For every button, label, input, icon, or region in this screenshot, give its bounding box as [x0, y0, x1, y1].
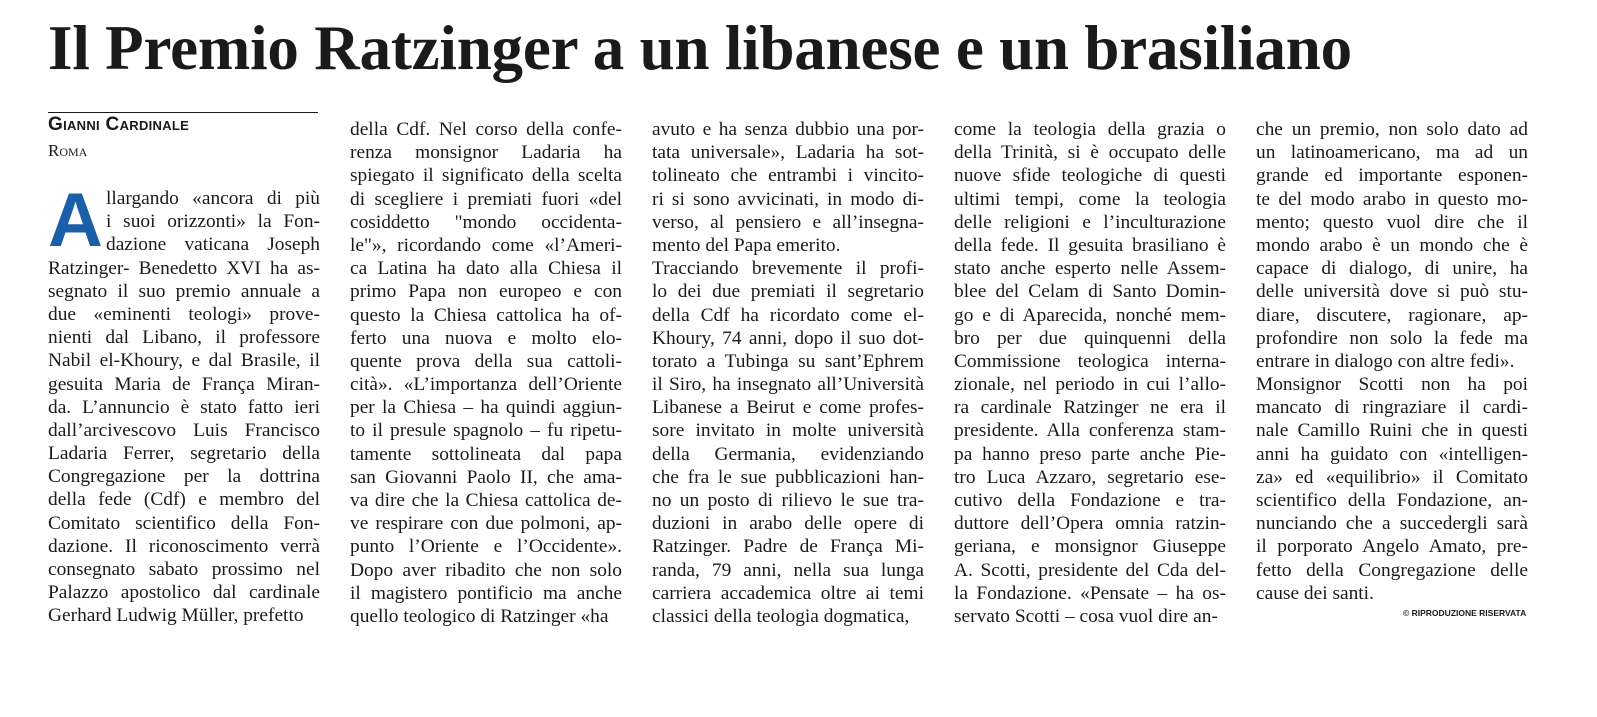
text-line: ferto una nuova e molto elo- — [350, 327, 622, 349]
text-line: cità». «L’importanza dell’Oriente — [350, 374, 622, 396]
text-line: ca Latina ha dato alla Chiesa il — [350, 258, 622, 280]
text-line: le"», ricordando come «l’Ameri- — [350, 234, 622, 256]
text-line: che un premio, non solo dato ad — [1256, 119, 1528, 140]
text-line: di scegliere i premiati fuori «del — [350, 188, 622, 210]
text-line: tro Luca Azzaro, segretario ese- — [954, 466, 1226, 488]
text-line: nale Camillo Ruini che in questi — [1256, 420, 1528, 442]
text-line: mento; questo vuol dire che il — [1256, 211, 1528, 233]
text-line: to il presule spagnolo – fu ripetu- — [350, 420, 622, 442]
text-line: tamente sottolineata dal papa — [350, 443, 622, 465]
text-line: te del modo arabo in questo mo- — [1256, 188, 1528, 210]
text-line: stato anche esperto nelle Assem- — [954, 258, 1226, 280]
text-line: il porporato Angelo Amato, pre- — [1256, 536, 1528, 558]
text-line: Commissione teologica interna- — [954, 350, 1226, 372]
text-line: della fede (Cdf) e membro del — [48, 489, 320, 511]
text-line: cause dei santi. — [1256, 582, 1374, 604]
article-column-5 — [1256, 118, 1528, 605]
text-line: va dire che la Chiesa cattolica de- — [350, 490, 622, 511]
article-column-1 — [48, 178, 320, 628]
copyright-notice: © RIPRODUZIONE RISERVATA — [1403, 608, 1527, 618]
text-line: profondire non solo la fede ma — [1256, 327, 1528, 349]
text-line: nunciando che a succedergli sarà — [1256, 513, 1528, 535]
text-line: tolineato che entrambi i vincito- — [652, 165, 924, 187]
headline: Il Premio Ratzinger a un libanese e un brasiliano — [48, 13, 1352, 83]
text-line: della Cdf. Nel corso della confe- — [350, 119, 622, 140]
text-line: Monsignor Scotti non ha poi — [1256, 374, 1528, 396]
text-line: dazione. Il riconoscimento verrà — [48, 535, 320, 557]
text-line: go e di Aparecida, nonché mem- — [954, 304, 1226, 326]
text-line: ra cardinale Ratzinger ne era il — [954, 397, 1226, 419]
drop-cap: A — [48, 178, 103, 263]
article-column-3 — [652, 118, 924, 628]
text-line: capace di dialogo, di unire, ha — [1256, 258, 1528, 280]
byline-rule — [48, 112, 318, 113]
text-line: quente prova della sua cattoli- — [350, 350, 622, 372]
article-column-2 — [350, 118, 622, 628]
text-line: della Germania, evidenziando — [652, 443, 924, 465]
text-line: dazione vaticana Joseph — [106, 234, 320, 256]
text-line: no un posto di rilievo le sue tra- — [652, 490, 924, 511]
text-line: i suoi orizzonti» la Fon- — [106, 211, 320, 233]
text-line: entrare in dialogo con altre fedi». — [1256, 350, 1515, 372]
text-line: quello teologico di Ratzinger «ha — [350, 605, 609, 627]
text-line: mancato di ringraziare il cardi- — [1256, 397, 1528, 419]
text-line: della fede. Il gesuita brasiliano è — [954, 234, 1226, 256]
text-line: segnato il suo premio annuale a — [48, 280, 320, 302]
text-line: blee del Celam di Santo Domin- — [954, 281, 1226, 303]
text-line: presidente. Alla conferenza stam- — [954, 420, 1226, 442]
text-line: Khoury, 74 anni, dopo il suo dot- — [652, 327, 924, 349]
text-line: zionale, nel periodo in cui l’allo- — [954, 374, 1226, 396]
text-line: fetto della Congregazione delle — [1256, 559, 1528, 581]
text-line: Dopo aver ribadito che non solo — [350, 559, 622, 581]
text-line: da. L’annuncio è stato fatto ieri — [48, 396, 320, 418]
text-line: Congregazione per la dottrina — [48, 466, 320, 488]
text-line: sore invitato in molte università — [652, 420, 924, 442]
text-line: punto l’Oriente e l’Occidente». — [350, 536, 622, 558]
text-line: gesuita Maria de França Miran- — [48, 373, 320, 395]
text-line: mento del Papa emerito. — [652, 234, 841, 256]
text-line: llargando «ancora di più — [106, 188, 320, 209]
text-line: come la teologia della grazia o — [954, 119, 1226, 140]
text-line: Ratzinger. Padre de França Mi- — [652, 536, 924, 558]
text-line: il Siro, ha insegnato all’Università — [652, 374, 924, 396]
text-line: Comitato scientifico della Fon- — [48, 512, 320, 534]
text-line: Gerhard Ludwig Müller, prefetto — [48, 605, 304, 627]
text-line: randa, 79 anni, nella sua lunga — [652, 559, 924, 581]
text-line: dall’arcivescovo Luis Francisco — [48, 419, 320, 441]
text-line: ultimi tempi, come la teologia — [954, 188, 1226, 210]
text-line: la Fondazione. «Pensate – ha os- — [954, 582, 1226, 604]
text-line: della Trinità, si è occupato delle — [954, 142, 1226, 164]
text-line: A. Scotti, presidente del Cda del- — [954, 559, 1226, 581]
text-line: per la Chiesa – ha quindi aggiun- — [350, 397, 622, 419]
text-line: duzioni in arabo delle opere di — [652, 513, 924, 535]
text-line: bro per due quinquenni della — [954, 327, 1226, 349]
text-line: nuove sfide teologiche di questi — [954, 165, 1226, 187]
text-line: classici della teologia dogmatica, — [652, 605, 910, 627]
text-line: torato a Tubinga su sant’Ephrem — [652, 350, 924, 372]
text-line: ve respirare con due polmoni, ap- — [350, 513, 622, 535]
text-line: za» ed «equilibrio» il Comitato — [1256, 466, 1528, 488]
text-line: carriera accademica oltre ai temi — [652, 582, 924, 604]
text-line: cosiddetto "mondo occidenta- — [350, 211, 622, 233]
text-line: servato Scotti – cosa vuol dire an- — [954, 605, 1218, 627]
text-line: tata universale», Ladaria ha sot- — [652, 142, 924, 164]
dateline-place: Roma — [48, 141, 88, 160]
text-line: nienti dal Libano, il professore — [48, 327, 320, 349]
text-line: avuto e ha senza dubbio una por- — [652, 119, 924, 140]
text-line: cutivo della Fondazione e tra- — [954, 490, 1226, 511]
text-line: anni ha guidato con «intelligen- — [1256, 443, 1528, 465]
text-line: consegnato sabato prossimo nel — [48, 559, 320, 580]
text-line: Ladaria Ferrer, segretario della — [48, 443, 320, 465]
text-line: Tracciando brevemente il profi- — [652, 258, 924, 280]
article-column-4 — [954, 118, 1226, 628]
text-line: che fra le sue pubblicazioni han- — [652, 466, 924, 488]
text-line: spiegato il significato della scelta — [350, 165, 622, 187]
text-line: Libanese a Beirut e come profes- — [652, 397, 924, 419]
text-line: ri si sono avvicinati, in modo di- — [652, 188, 924, 210]
text-line: lo dei due premiati il segretario — [652, 281, 924, 303]
text-line: della Cdf ha ricordato come el- — [652, 304, 924, 326]
text-line: duttore dell’Opera omnia ratzin- — [954, 513, 1226, 535]
text-line: il magistero pontificio ma anche — [350, 582, 622, 604]
text-line: questo la Chiesa cattolica ha of- — [350, 304, 622, 326]
text-line: delle religioni e l’inculturazione — [954, 211, 1226, 233]
text-line: primo Papa non europeo e con — [350, 281, 622, 303]
text-line: Palazzo apostolico dal cardinale — [48, 582, 320, 604]
text-line: Nabil el-Khoury, e dal Brasile, il — [48, 350, 320, 372]
text-line: Ratzinger- Benedetto XVI ha as- — [48, 257, 320, 279]
text-line: scientifico della Fondazione, an- — [1256, 490, 1528, 511]
text-line: delle università dove si può stu- — [1256, 281, 1528, 303]
text-line: geriana, e monsignor Giuseppe — [954, 536, 1226, 558]
text-line: verso, al pensiero e all’insegna- — [652, 211, 924, 233]
text-line: san Giovanni Paolo II, che ama- — [350, 466, 622, 488]
text-line: due «eminenti teologi» prove- — [48, 303, 320, 325]
text-line: grande ed importante esponen- — [1256, 165, 1528, 187]
text-line: mondo arabo è un mondo che è — [1256, 234, 1528, 256]
author-name: Gianni Cardinale — [48, 114, 190, 135]
text-line: pa hanno preso parte anche Pie- — [954, 443, 1226, 465]
text-line: diare, discutere, ragionare, ap- — [1256, 304, 1528, 326]
text-line: un latinoamericano, ma ad un — [1256, 142, 1528, 164]
text-line: renza monsignor Ladaria ha — [350, 142, 622, 164]
